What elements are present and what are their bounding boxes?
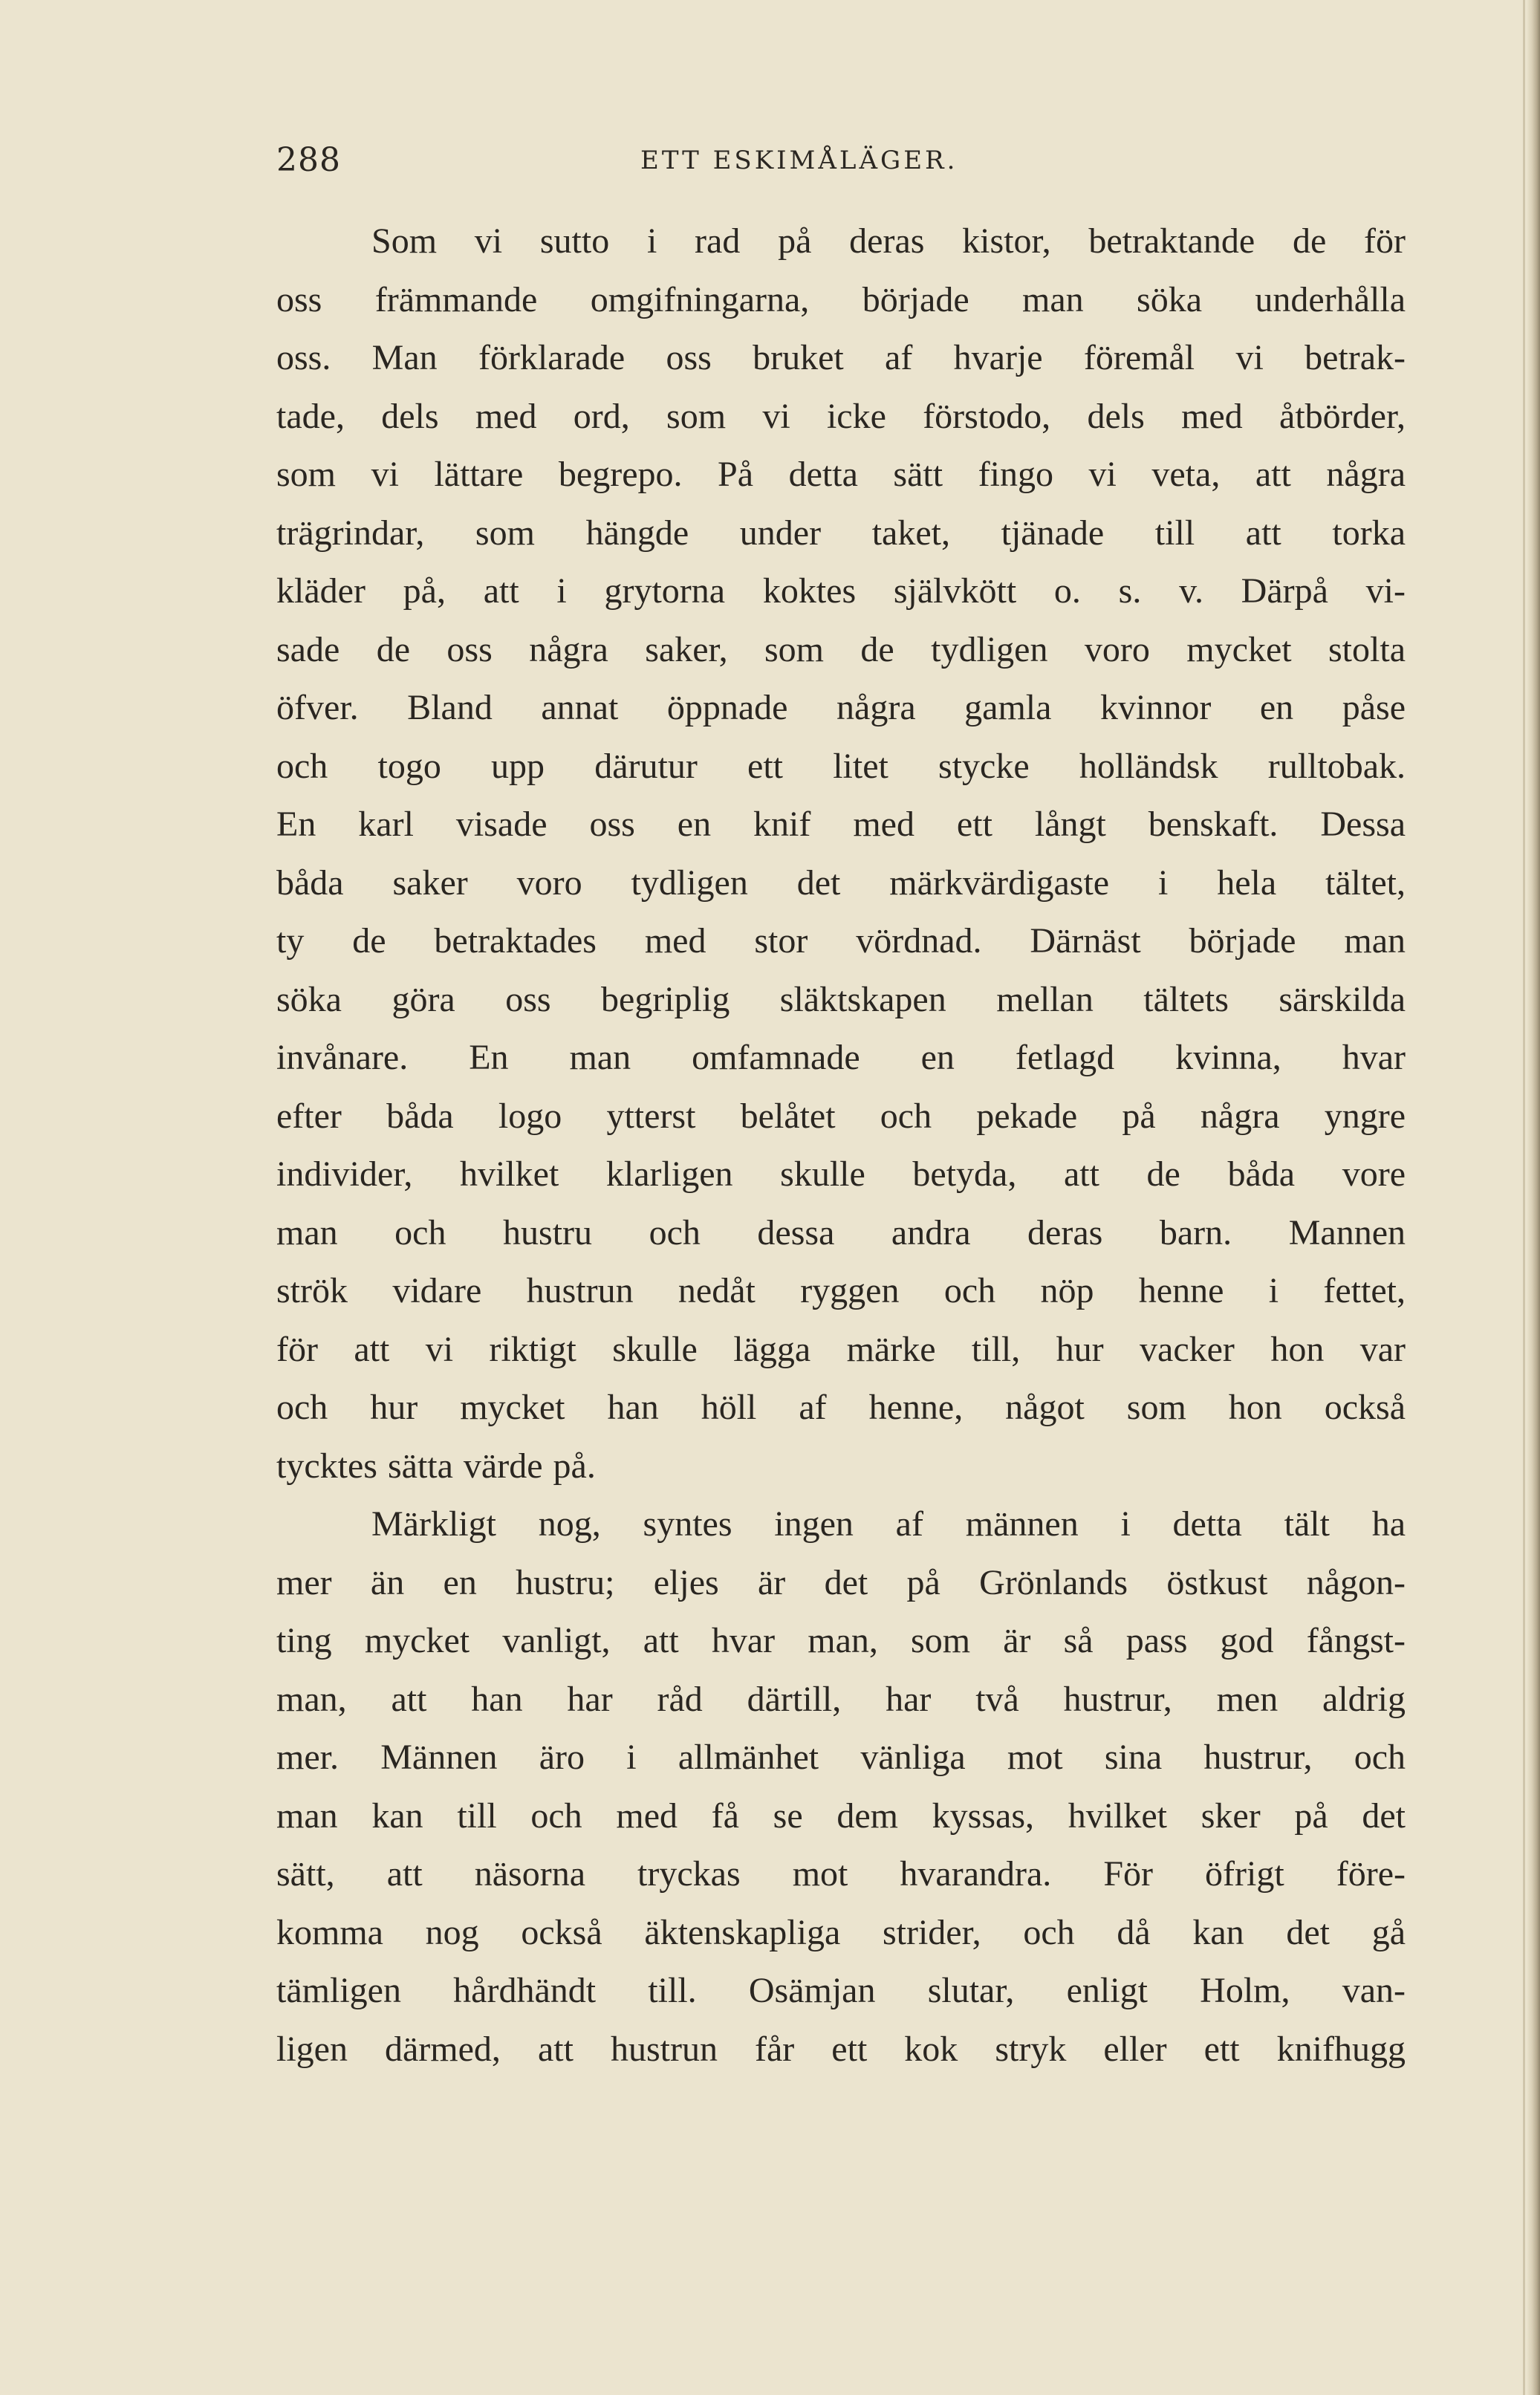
running-head (276, 138, 1406, 183)
text-line: sade de oss några saker, som de tydligen voro mycket stolta (276, 629, 1406, 669)
text-line: ty de betraktades med stor vördnad. Därnäst började man (276, 921, 1406, 961)
text-line: En karl visade oss en knif med ett långt benskaft. Dessa (276, 805, 1406, 844)
text-line: individer, hvilket klarligen skulle betyda, att de båda vore (276, 1154, 1406, 1194)
text-line: Märkligt nog, syntes ingen af männen i detta tält ha (371, 1504, 1406, 1544)
text-line: sätt, att näsorna tryckas mot hvarandra. För öfrigt före- (276, 1854, 1406, 1894)
text-line: efter båda logo ytterst belåtet och pekade på några yngre (276, 1096, 1406, 1136)
text-line: och hur mycket han höll af henne, något som hon också (276, 1388, 1406, 1427)
running-title: ETT ESKIMÅLÄGER. (640, 146, 958, 175)
text-line: och togo upp därutur ett litet stycke holländsk rulltobak. (276, 746, 1406, 786)
page-edge-line (1523, 0, 1525, 2395)
text-line: tämligen hårdhändt till. Osämjan slutar, enligt Holm, van- (276, 1971, 1406, 2010)
text-line: båda saker voro tydligen det märkvärdigaste i hela tältet, (276, 862, 1406, 903)
text-line: tade, dels med ord, som vi icke förstodo, dels med åtbörder, (276, 396, 1406, 436)
text-line: öfver. Bland annat öppnade några gamla kvinnor en påse (276, 688, 1406, 727)
text-line: man kan till och med få se dem kyssas, hvilket sker på det (276, 1796, 1406, 1836)
text-line: som vi lättare begrepo. På detta sätt fingo vi veta, att några (276, 455, 1406, 494)
text-line: invånare. En man omfamnade en fetlagd kvinna, hvar (276, 1038, 1406, 1077)
text-line: man och hustru och dessa andra deras barn. Mannen (276, 1212, 1406, 1252)
text-line: för att vi riktigt skulle lägga märke till, hur vacker hon var (276, 1329, 1406, 1369)
text-line: ting mycket vanligt, att hvar man, som är så pass god fångst- (276, 1621, 1406, 1660)
text-line: man, att han har råd därtill, har två hustrur, men aldrig (276, 1679, 1406, 1719)
text-line: komma nog också äktenskapliga strider, och då kan det gå (276, 1912, 1406, 1952)
page-binding-edge (1527, 0, 1540, 2395)
text-line: söka göra oss begriplig släktskapen mellan tältets särskilda (276, 979, 1406, 1019)
text-line: oss. Man förklarade oss bruket af hvarje föremål vi betrak- (276, 338, 1406, 377)
text-line: oss främmande omgifningarna, började man söka underhålla (276, 279, 1406, 319)
text-line: mer än en hustru; eljes är det på Grönlands östkust någon- (276, 1562, 1406, 1602)
text-line: Som vi sutto i rad på deras kistor, betraktande de för (371, 221, 1406, 261)
text-line: strök vidare hustrun nedåt ryggen och nöp henne i fettet, (276, 1271, 1406, 1310)
text-line: mer. Männen äro i allmänhet vänliga mot sina hustrur, och (276, 1738, 1406, 1777)
text-line: trägrindar, som hängde under taket, tjänade till att torka (276, 513, 1406, 553)
page-number: 288 (276, 141, 341, 179)
body-text (276, 212, 1406, 2079)
text-line: tycktes sätta värde på. (276, 1446, 596, 1486)
text-line: kläder på, att i grytorna koktes självkött o. s. v. Därpå vi- (276, 571, 1406, 611)
text-line: ligen därmed, att hustrun får ett kok stryk eller ett knifhugg (276, 2029, 1406, 2069)
